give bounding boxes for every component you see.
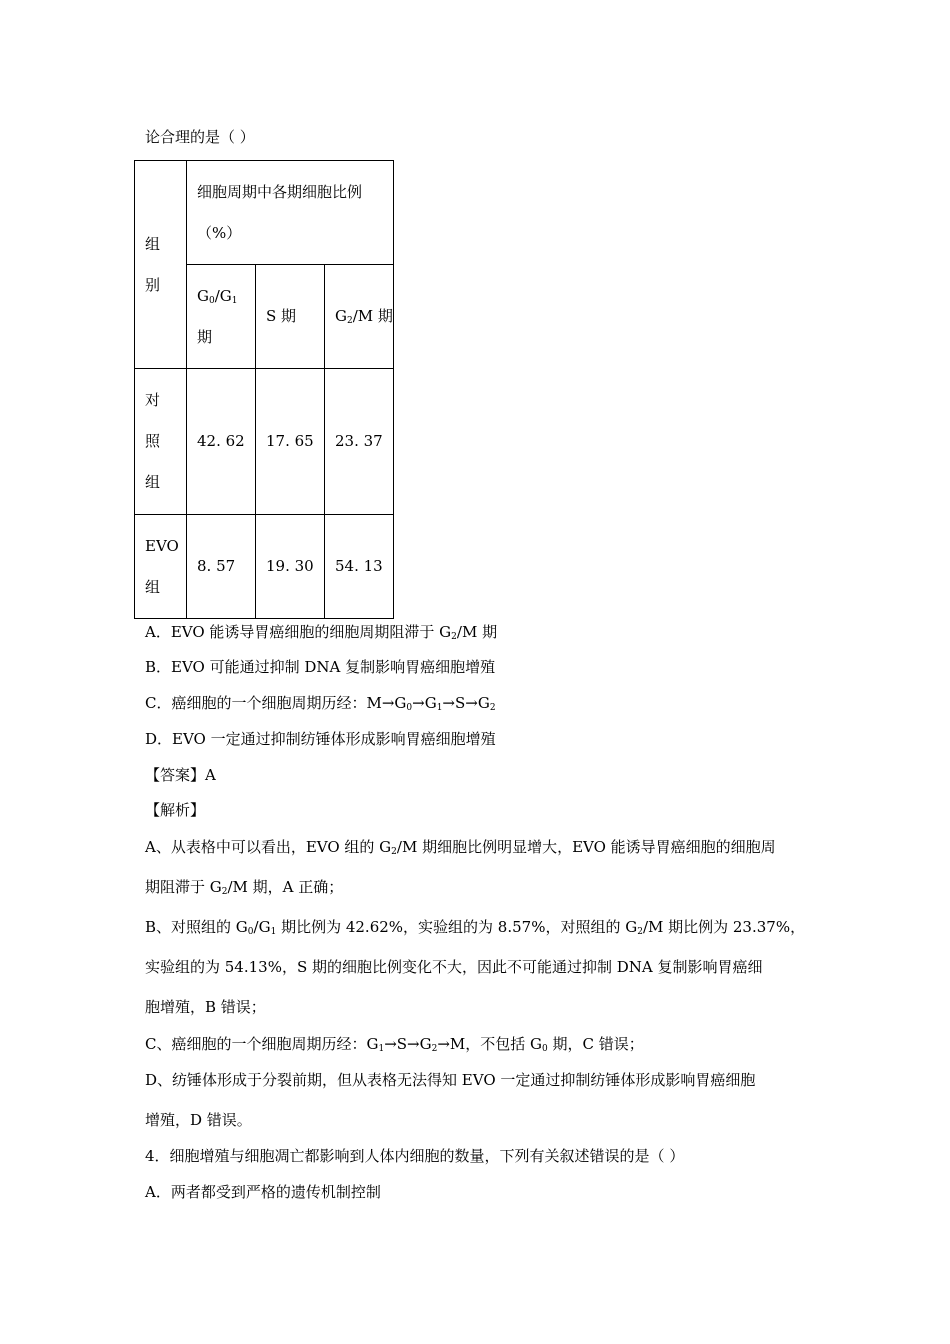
analysis-c-line1: C、癌细胞的一个细胞周期历经：$G_1\to S\to G_2\to M$，不包括 $G_0$ 期，C 错误； xyxy=(145,1035,644,1054)
analysis-b-line2: 实验组的为 54.13%，S 期的细胞比例变化不大，因此不可能通过抑制 DNA 复制影响胃癌细 xyxy=(145,958,763,976)
analysis-b-line3: 胞增殖，B 错误； xyxy=(145,998,266,1016)
header-span-cell: 细胞周期中各期细胞比例 （%） xyxy=(187,161,394,265)
header-group-cell: 组 别 xyxy=(135,161,187,369)
question-4: 4．细胞增殖与细胞凋亡都影响到人体内细胞的数量，下列有关叙述错误的是（ ） xyxy=(145,1147,685,1165)
analysis-a-line1: A、从表格中可以看出，EVO 组的 $G_2/M$ 期细胞比例明显增大，EVO 能诱导胃癌细胞的细胞周 xyxy=(145,838,776,857)
cell-evo-s: 19. 30 xyxy=(256,515,325,619)
cell-control-g0g1: 42. 62 xyxy=(187,369,256,515)
cell-evo-g0g1: 8. 57 xyxy=(187,515,256,619)
analysis-label: 【解析】 xyxy=(145,801,206,819)
cell-evo-g2m: 54. 13 xyxy=(325,515,394,619)
header-g0g1: $G_0/G_1$ 期 xyxy=(187,265,256,369)
answer: 【答案】A xyxy=(145,766,216,784)
cell-control-g2m: 23. 37 xyxy=(325,369,394,515)
question-intro: 论合理的是（ ） xyxy=(145,128,255,146)
analysis-d-line2: 增殖，D 错误。 xyxy=(145,1111,252,1129)
analysis-a-line2: 期阻滞于 $G_2/M$ 期，A 正确； xyxy=(145,878,344,897)
row-label-evo: EVO 组 xyxy=(135,515,187,619)
option-a: A．EVO 能诱导胃癌细胞的细胞周期阻滞于 $G_2/M$ 期 xyxy=(145,623,498,642)
analysis-d-line1: D、纺锤体形成于分裂前期，但从表格无法得知 EVO 一定通过抑制纺锤体形成影响胃癌细胞 xyxy=(145,1071,756,1089)
cell-control-s: 17. 65 xyxy=(256,369,325,515)
cell-cycle-table xyxy=(134,160,394,619)
header-s: S 期 xyxy=(256,265,325,369)
question-4-option-a: A．两者都受到严格的遗传机制控制 xyxy=(145,1183,381,1201)
option-b: B．EVO 可能通过抑制 DNA 复制影响胃癌细胞增殖 xyxy=(145,658,496,676)
option-c: C．癌细胞的一个细胞周期历经：$M\to G_0\to G_1\to S\to G_2$ xyxy=(145,694,496,713)
header-g2m: $G_2/M$ 期 xyxy=(325,265,394,369)
analysis-b-line1: B、对照组的 $G_0/G_1$ 期比例为 42.62%，实验组的为 8.57%，对照组的 $G_2/M$ 期比例为 23.37%， xyxy=(145,918,806,937)
row-label-control: 对 照 组 xyxy=(135,369,187,515)
option-d: D．EVO 一定通过抑制纺锤体形成影响胃癌细胞增殖 xyxy=(145,730,496,748)
